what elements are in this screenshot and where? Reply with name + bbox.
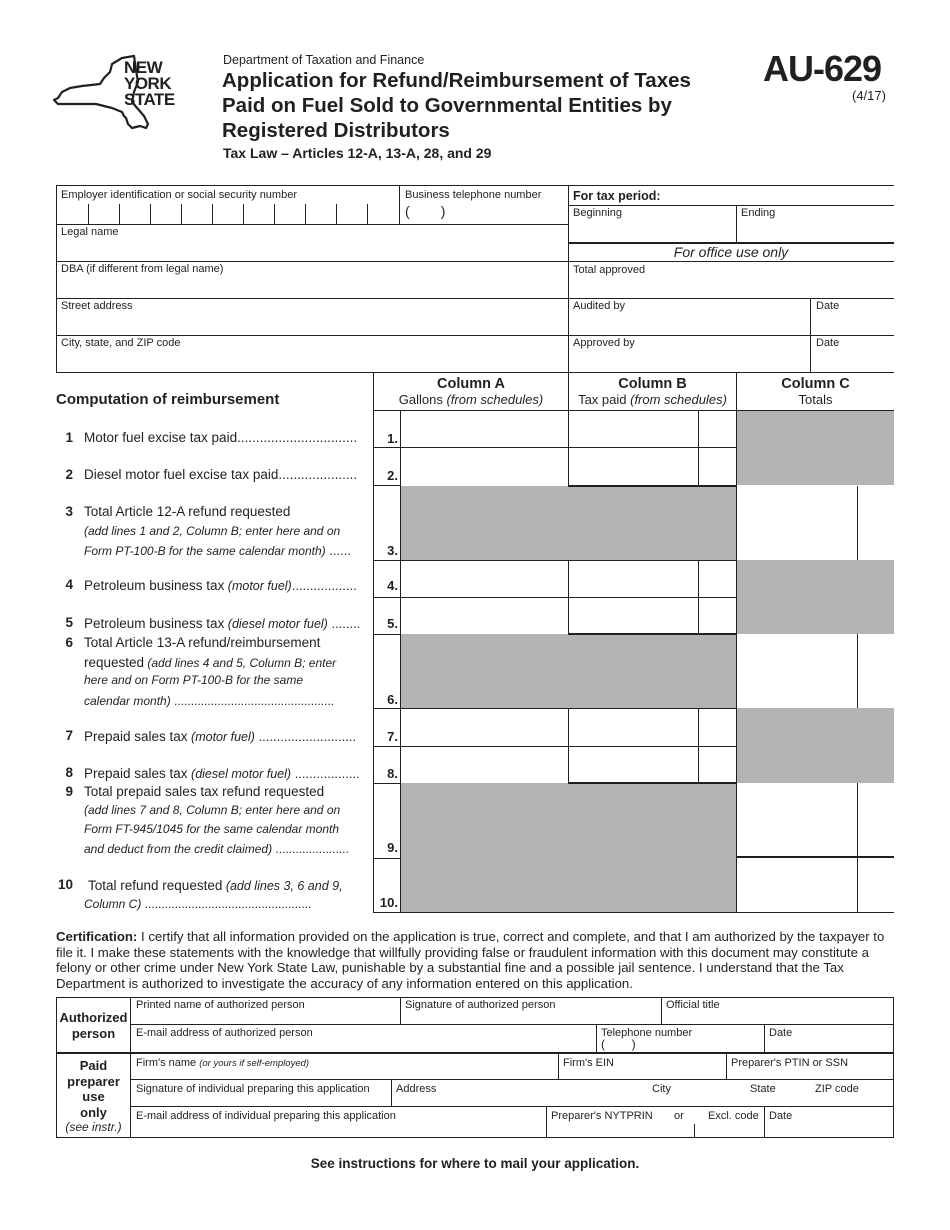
column-c-sub: Totals [798,392,833,407]
line5-col-b-field[interactable] [569,598,698,634]
line7-col-a-field[interactable] [401,709,568,746]
ptin-field[interactable] [727,1055,893,1079]
line8-dots: .................. [291,766,360,781]
line9-number: 9 [65,784,73,799]
line10-dots: .................................................. [141,897,312,911]
line2-col-a-field[interactable] [401,448,568,485]
line8-number: 8 [65,765,73,780]
line8-box-number: 8. [387,766,398,781]
firm-name-field[interactable] [131,1055,558,1079]
audited-date-label: Date [816,300,840,312]
approved-date-label: Date [816,337,840,349]
total-approved-label: Total approved [573,264,646,276]
computation-heading: Computation of reimbursement [56,391,280,408]
line2-col-b-field[interactable] [569,448,698,485]
preparer-address-label: Address [396,1083,437,1095]
street-address-field[interactable] [57,312,568,335]
line3-sub2: Form PT-100-B for the same calendar month) [84,544,326,558]
line9-sub3: and deduct from the credit claimed) [84,842,273,856]
line3-sub1: (add lines 1 and 2, Column B; enter here and on [84,524,341,538]
line6-number: 6 [65,635,73,650]
form-revision: (4/17) [852,88,886,103]
line5-dots: ........ [327,616,361,631]
line1-number: 1 [65,430,73,445]
line4-ital: (motor fuel) [224,579,292,593]
preparer-signature-field[interactable] [131,1080,391,1106]
form-subtitle: Tax Law – Articles 12-A, 13-A, 28, and 29 [223,145,492,161]
line5-col-a-field[interactable] [401,598,568,634]
department-name: Department of Taxation and Finance [223,53,425,67]
authorized-phone-parens: ( ) [601,1037,636,1051]
ending-label: Ending [741,207,776,219]
line3-number: 3 [65,504,73,519]
mail-instructions: See instructions for where to mail your application. [310,1156,640,1171]
street-address-label: Street address [61,300,133,312]
line7-col-b-cents-field[interactable] [699,709,736,746]
preparer-date-field[interactable] [765,1107,893,1137]
form-title [222,68,691,143]
line9-col-c-field[interactable] [737,784,857,856]
line6-text: Total Article 13-A refund/reimbursement [84,635,321,650]
tax-period-heading: For tax period: [573,189,661,203]
firm-ein-field[interactable] [559,1055,726,1079]
logo-text-new: NEW [124,58,163,77]
form-number: AU-629 [763,48,882,89]
printed-name-field[interactable] [131,998,400,1024]
line3-box-number: 3. [387,543,398,558]
line6-box-number: 6. [387,692,398,707]
line6-col-c-cents-field[interactable] [858,635,894,708]
form-title-line3: Registered Distributors [222,119,450,142]
line7-col-b-field[interactable] [569,709,698,746]
phone-parens: ( ) [405,203,446,219]
certification-text: I certify that all information provided on the application is true, correct and complete, and that I am authorized by the taxpayer to file it. I make these statements with the knowledge that willfully providing false or fraudulent information with this document may constitute a felony or other crime under New York State Law, punishable by a substantial fine and a possible jail sentence. I understand that the Tax Department is authorized to investigate the accuracy of any information entered on this application. [56,929,885,992]
line5-box-number: 5. [387,616,398,631]
line2-box-number: 2. [387,468,398,483]
preparer-address-field[interactable] [392,1080,893,1106]
certification-label: Certification: [56,929,138,944]
line2-col-b-cents-field[interactable] [699,448,736,485]
column-c-title: Column C [781,376,850,392]
line10-sub1: Column C) [84,897,142,911]
column-a-sub: Gallons [398,392,443,407]
preparer-side-label [57,1058,130,1136]
audited-by-label: Audited by [573,300,625,312]
preparer-date-label: Date [769,1110,793,1122]
line4-dots: .................. [291,578,357,593]
line9-sub2: Form FT-945/1045 for the same calendar month [84,822,340,836]
excl-code-field[interactable] [695,1124,764,1137]
official-title-field[interactable] [662,998,893,1024]
preparer-side-5: (see instr.) [65,1120,122,1134]
line8-col-b-field[interactable] [569,747,698,783]
line1-col-a-field[interactable] [401,411,568,447]
line8-col-a-field[interactable] [401,747,568,783]
authorized-signature-field[interactable] [401,998,661,1024]
preparer-side-3: use [82,1089,105,1104]
line3-col-c-cents-field[interactable] [858,487,894,560]
column-a-title: Column A [437,376,505,392]
line7-ital: (motor fuel) [187,730,255,744]
legal-name-label: Legal name [61,226,119,238]
line6-sub1-plain: requested [84,655,145,670]
form-title-line2: Paid on Fuel Sold to Governmental Entities by [222,94,672,117]
authorized-date-label: Date [769,1027,793,1039]
firm-ein-label: Firm's EIN [563,1057,614,1069]
or-label: or [674,1110,684,1122]
line7-dots: ........................... [254,729,357,744]
printed-name-label: Printed name of authorized person [136,999,305,1011]
authorized-phone-field[interactable] [597,1025,764,1052]
authorized-side-2: person [71,1026,116,1041]
beginning-field[interactable] [569,219,736,242]
line3-dots: ...... [325,543,351,558]
line10-text: Total refund requested [88,878,223,893]
column-a-sub-ital: (from schedules) [446,392,544,407]
firm-name-label: Firm's name [136,1057,197,1069]
preparer-city-label: City [652,1083,671,1095]
preparer-side-1: Paid [79,1058,108,1073]
city-state-zip-label: City, state, and ZIP code [61,337,181,349]
line3-col-c-field[interactable] [737,487,857,560]
column-b-sub-ital: (from schedules) [630,392,727,407]
line4-box-number: 4. [387,578,398,593]
ein-field[interactable] [57,202,399,224]
line1-col-b-cents-field[interactable] [699,411,736,447]
authorized-date-field[interactable] [765,1025,893,1052]
line7-text: Prepaid sales tax [84,729,188,744]
line9-box-number: 9. [387,840,398,855]
line9-col-c-cents-field[interactable] [858,784,894,856]
line4-col-a-field[interactable] [401,561,568,597]
column-b-header [569,376,736,407]
preparer-email-label: E-mail address of individual preparing this application [136,1110,396,1122]
column-a-header [374,376,568,407]
dba-label: DBA (if different from legal name) [61,263,224,275]
business-phone-field[interactable] [400,202,568,224]
preparer-zip-label: ZIP code [815,1083,859,1095]
form-title-line1: Application for Refund/Reimbursement of Taxes [222,69,691,92]
logo-text-state: STATE [124,90,175,109]
column-b-title: Column B [618,376,687,392]
legal-name-field[interactable] [57,238,568,261]
preparer-signature-label: Signature of individual preparing this application [136,1083,370,1095]
authorized-side-1: Authorized [59,1010,128,1025]
line10-col-c-cents-field[interactable] [858,858,894,912]
line4-text: Petroleum business tax [84,578,225,593]
logo-text-york: YORK [124,74,172,93]
line2-text: Diesel motor fuel excise tax paid..................... [84,467,358,482]
line10-box-number: 10. [379,895,398,910]
line6-sub3: calendar month) [84,694,171,708]
line1-box-number: 1. [387,431,398,446]
approved-by-label: Approved by [573,337,635,349]
line9-text: Total prepaid sales tax refund requested [84,784,325,799]
authorized-signature-label: Signature of authorized person [405,999,556,1011]
nytprin-field[interactable] [547,1124,694,1137]
line1-col-b-field[interactable] [569,411,698,447]
dba-field[interactable] [57,275,568,298]
line6-dots: ................................................ [170,694,335,708]
line8-col-b-cents-field[interactable] [699,747,736,783]
firm-name-ital: (or yours if self-employed) [199,1058,310,1069]
column-b-sub: Tax paid [578,392,627,407]
official-title-label: Official title [666,999,720,1011]
nys-logo [52,52,187,134]
line7-box-number: 7. [387,729,398,744]
line10-col-c-field[interactable] [737,858,857,912]
line4-number: 4 [65,577,73,592]
line6-col-c-field[interactable] [737,635,857,708]
line2-number: 2 [65,467,73,482]
authorized-phone-label: Telephone number [601,1027,693,1039]
line4-col-b-field[interactable] [569,561,698,597]
preparer-side-4: only [80,1104,107,1120]
line3-text: Total Article 12-A refund requested [84,504,291,519]
city-state-zip-field[interactable] [57,349,568,372]
ending-field[interactable] [737,219,894,242]
nytprin-label: Preparer's NYTPRIN [551,1110,653,1122]
line5-number: 5 [65,615,73,630]
line6-sub2: here and on Form PT-100-B for the same [84,673,303,687]
line10-ital: (add lines 3, 6 and 9, [222,879,343,893]
line5-ital: (diesel motor fuel) [224,617,328,631]
line8-text: Prepaid sales tax [84,766,188,781]
certification-paragraph [56,929,896,992]
authorized-email-label: E-mail address of authorized person [136,1027,313,1039]
line4-col-b-cents-field[interactable] [699,561,736,597]
beginning-label: Beginning [573,207,622,219]
line10-number: 10 [57,877,73,892]
line9-dots: ...................... [272,842,349,856]
line9-sub1: (add lines 7 and 8, Column B; enter here and on [84,803,341,817]
line7-number: 7 [65,728,73,743]
line5-text: Petroleum business tax [84,616,225,631]
authorized-side-label [57,1010,130,1042]
preparer-side-2: preparer [67,1073,120,1089]
line5-col-b-cents-field[interactable] [699,598,736,634]
column-c-header [737,376,894,407]
ptin-label: Preparer's PTIN or SSN [731,1057,849,1069]
line8-ital: (diesel motor fuel) [187,767,292,781]
preparer-email-field[interactable] [131,1107,546,1137]
business-phone-label: Business telephone number [405,189,542,201]
excl-code-label: Excl. code [708,1110,759,1122]
authorized-email-field[interactable] [131,1025,596,1052]
line6-sub1-ital: (add lines 4 and 5, Column B; enter [144,656,337,670]
line1-text: Motor fuel excise tax paid................................ [84,430,358,445]
preparer-state-label: State [750,1083,776,1095]
ein-label: Employer identification or social security number [61,189,297,201]
office-use-heading: For office use only [673,244,789,260]
